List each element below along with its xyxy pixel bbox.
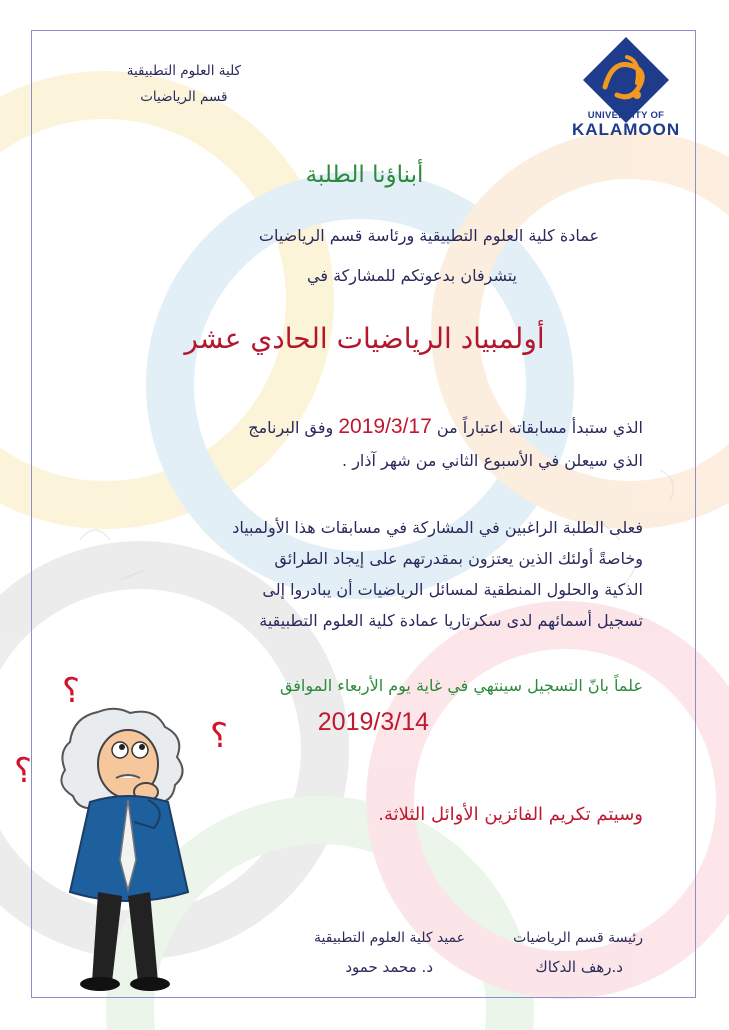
invitation-line-2: يتشرفان بدعوتكم للمشاركة في [307,266,517,285]
question-mark-icon: ؟ [61,671,80,711]
signature-title-dept-head: رئيسة قسم الرياضيات [513,930,643,946]
greeting-heading: أبناؤنا الطلبة [305,162,424,188]
logo-university-line: UNIVERSITY OF [587,110,665,121]
body-line: فعلى الطلبة الراغبين في المشاركة في مسابقات هذا الأولمبياد [232,518,643,537]
einstein-thinking-cartoon [13,671,260,1002]
logo-caption [572,110,680,138]
faculty-name: كلية العلوم التطبيقية [126,63,241,79]
signature-name-dean: د. محمد حمود [345,958,433,976]
faculty-header [127,58,241,110]
deadline-date: 2019/3/14 [317,708,429,736]
question-mark-icon: ؟ [13,751,32,791]
body-paragraph [232,512,643,636]
signature-name-dept-head: د.رهف الدكاك [535,958,623,976]
schedule-line-2: الذي سيعلن في الأسبوع الثاني من شهر آذار . [342,451,643,470]
department-name: قسم الرياضيات [140,89,228,105]
logo-university-name: KALAMOON [572,120,681,139]
body-line: تسجيل أسمائهم لدى سكرتاريا عمادة كلية العلوم التطبيقية [259,611,643,630]
schedule-line-1 [248,410,643,444]
body-line: الذكية والحلول المنطقية لمسائل الرياضيات أن يبادروا إلى [262,580,643,599]
schedule-after-date: وفق البرنامج [248,418,334,437]
schedule-paragraph [248,410,643,477]
invitation-line-1: عمادة كلية العلوم التطبيقية ورئاسة قسم الرياضيات [258,226,599,245]
schedule-before-date: الذي ستبدأ مسابقاته اعتباراً من [436,418,643,437]
deadline-note: علماً بانّ التسجيل سينتهي في غاية يوم الأربعاء الموافق [279,676,643,695]
signature-title-dean: عميد كلية العلوم التطبيقية [314,930,465,946]
body-line: وخاصةً أولئك الذين يعتزون بمقدرتهم على إيجاد الطرائق [274,549,643,568]
honor-line: وسيتم تكريم الفائزين الأوائل الثلاثة. [378,804,643,825]
question-mark-icon: ؟ [209,716,228,756]
start-date: 2019/3/17 [338,415,432,438]
event-title: أولمبياد الرياضيات الحادي عشر [184,322,545,355]
